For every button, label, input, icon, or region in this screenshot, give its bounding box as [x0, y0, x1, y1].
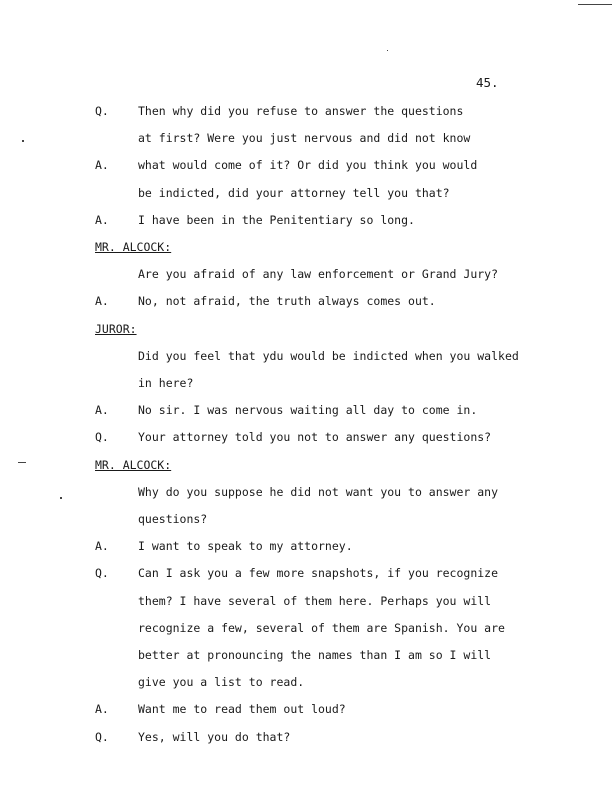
transcript-line: Are you afraid of any law enforcement or Grand Jury?: [138, 267, 499, 281]
speaker-label: Q.: [95, 730, 109, 744]
transcript-line: No, not afraid, the truth always comes out.: [138, 294, 436, 308]
speaker-label: A.: [95, 294, 109, 308]
speaker-label: A.: [95, 702, 109, 716]
transcript-line: Yes, will you do that?: [138, 730, 291, 744]
speaker-label: A.: [95, 403, 109, 417]
transcript-line: questions?: [138, 512, 208, 526]
transcript-line: better at pronouncing the names than I am so I will: [138, 648, 492, 662]
transcript-line: No sir. I was nervous waiting all day to come in.: [138, 403, 478, 417]
transcript-line: Why do you suppose he did not want you to answer any: [138, 485, 499, 499]
speaker-label: Q.: [95, 104, 109, 118]
speaker-label: A.: [95, 158, 109, 172]
transcript-line: at first? Were you just nervous and did not know: [138, 131, 471, 145]
speaker-header: JUROR:: [95, 322, 137, 336]
transcript-line: I want to speak to my attorney.: [138, 539, 353, 553]
scan-mark: [578, 4, 612, 5]
transcript-line: what would come of it? Or did you think you would: [138, 158, 478, 172]
transcript-line: Can I ask you a few more snapshots, if you recognize: [138, 566, 499, 580]
scan-mark: [22, 140, 24, 142]
transcript-line: in here?: [138, 376, 194, 390]
page-number: 45.: [476, 75, 499, 90]
speaker-label: Q.: [95, 566, 109, 580]
scan-mark: [60, 497, 62, 499]
transcript-line: be indicted, did your attorney tell you that?: [138, 186, 450, 200]
transcript-line: Then why did you refuse to answer the questions: [138, 104, 464, 118]
transcript-line: recognize a few, several of them are Spanish. You are: [138, 621, 505, 635]
transcript-line: Your attorney told you not to answer any questions?: [138, 430, 492, 444]
scan-mark: [18, 462, 26, 463]
scan-mark: [387, 50, 388, 51]
transcript-line: Did you feel that ydu would be indicted when you walked: [138, 349, 519, 363]
transcript-line: give you a list to read.: [138, 675, 305, 689]
transcript-line: them? I have several of them here. Perhaps you will: [138, 594, 492, 608]
transcript-line: I have been in the Penitentiary so long.: [138, 213, 415, 227]
speaker-header: MR. ALCOCK:: [95, 458, 172, 472]
speaker-label: A.: [95, 539, 109, 553]
transcript-line: Want me to read them out loud?: [138, 702, 346, 716]
speaker-label: A.: [95, 213, 109, 227]
speaker-label: Q.: [95, 430, 109, 444]
speaker-header: MR. ALCOCK:: [95, 240, 172, 254]
